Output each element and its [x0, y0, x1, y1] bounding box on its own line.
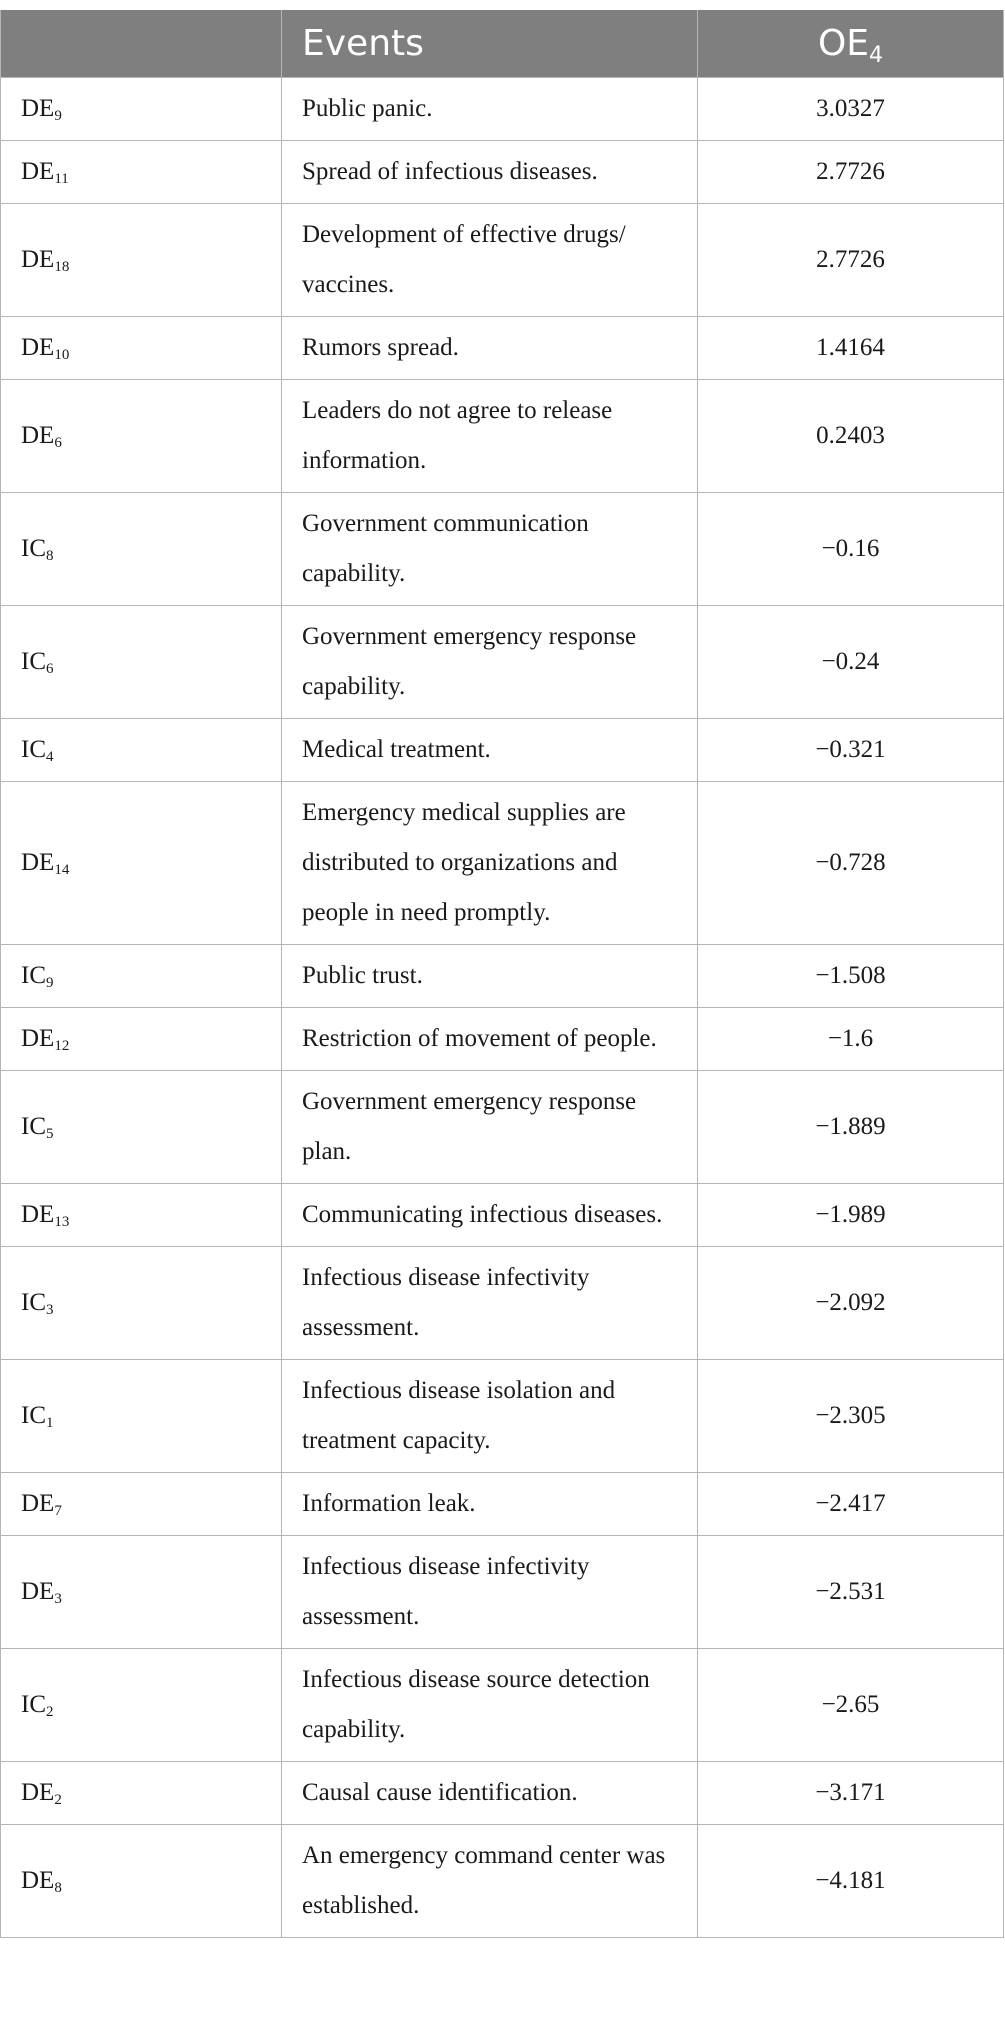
row-value-cell: −0.728 [698, 782, 1004, 945]
row-event-cell: Infectious disease infectivity assessment. [282, 1247, 698, 1360]
table-row [1, 1825, 1004, 1938]
table-row [1, 493, 1004, 606]
row-id-subscript: 9 [54, 108, 62, 124]
row-id-cell [1, 1071, 282, 1184]
table-row [1, 1473, 1004, 1536]
row-id-subscript: 12 [54, 1038, 70, 1054]
row-id-cell [1, 204, 282, 317]
row-value-cell: −0.16 [698, 493, 1004, 606]
row-id-cell [1, 1762, 282, 1825]
table-body [1, 78, 1004, 1938]
row-event-cell: Restriction of movement of people. [282, 1008, 698, 1071]
row-id-subscript: 2 [54, 1792, 62, 1808]
row-id-prefix: DE [21, 334, 55, 361]
row-event-cell: Infectious disease source detection capability. [282, 1649, 698, 1762]
row-id-cell [1, 1649, 282, 1762]
row-id-subscript: 18 [54, 259, 70, 275]
row-id-subscript: 13 [54, 1214, 70, 1230]
row-id-prefix: IC [21, 1289, 46, 1316]
row-id-prefix: DE [21, 422, 55, 449]
row-id-subscript: 1 [46, 1415, 54, 1431]
row-id-subscript: 7 [54, 1503, 62, 1519]
row-event-cell: Development of effective drugs/ vaccines. [282, 204, 698, 317]
row-id-prefix: IC [21, 1691, 46, 1718]
row-id-prefix: IC [21, 1402, 46, 1429]
table-row [1, 1649, 1004, 1762]
header-oe-base: OE [817, 23, 870, 64]
events-table-container [0, 10, 1003, 1938]
table-row [1, 606, 1004, 719]
row-value-cell: −2.65 [698, 1649, 1004, 1762]
table-row [1, 1536, 1004, 1649]
row-id-cell [1, 1825, 282, 1938]
row-event-cell: Spread of infectious diseases. [282, 141, 698, 204]
table-row [1, 317, 1004, 380]
row-event-cell: Government emergency response plan. [282, 1071, 698, 1184]
row-event-cell: Communicating infectious diseases. [282, 1184, 698, 1247]
table-row [1, 1071, 1004, 1184]
table-row [1, 719, 1004, 782]
row-id-cell [1, 317, 282, 380]
row-id-prefix: IC [21, 648, 46, 675]
row-value-cell: −0.24 [698, 606, 1004, 719]
table-row [1, 204, 1004, 317]
table-row [1, 78, 1004, 141]
row-id-subscript: 6 [54, 435, 62, 451]
row-id-prefix: IC [21, 535, 46, 562]
row-id-subscript: 5 [46, 1126, 54, 1142]
row-value-cell: −2.305 [698, 1360, 1004, 1473]
row-id-cell [1, 1536, 282, 1649]
header-id [1, 10, 282, 78]
header-oe4 [698, 10, 1004, 78]
row-id-prefix: IC [21, 736, 46, 763]
row-event-cell: Government communication capability. [282, 493, 698, 606]
row-id-prefix: DE [21, 158, 55, 185]
row-id-prefix: DE [21, 1025, 55, 1052]
row-id-cell [1, 945, 282, 1008]
row-value-cell: 2.7726 [698, 204, 1004, 317]
row-id-cell [1, 782, 282, 945]
row-id-cell [1, 380, 282, 493]
table-row [1, 945, 1004, 1008]
row-id-subscript: 2 [46, 1704, 54, 1720]
row-value-cell: −3.171 [698, 1762, 1004, 1825]
row-id-prefix: DE [21, 849, 55, 876]
row-event-cell: Public panic. [282, 78, 698, 141]
row-value-cell: −1.889 [698, 1071, 1004, 1184]
row-event-cell: Infectious disease infectivity assessment. [282, 1536, 698, 1649]
row-value-cell: −0.321 [698, 719, 1004, 782]
row-id-subscript: 4 [46, 749, 54, 765]
row-id-prefix: DE [21, 1201, 55, 1228]
row-id-prefix: DE [21, 1578, 55, 1605]
row-value-cell: −2.531 [698, 1536, 1004, 1649]
row-id-prefix: IC [21, 1113, 46, 1140]
header-events: Events [282, 10, 698, 78]
row-value-cell: −2.417 [698, 1473, 1004, 1536]
row-value-cell: −1.6 [698, 1008, 1004, 1071]
row-id-prefix: DE [21, 1779, 55, 1806]
row-event-cell: Medical treatment. [282, 719, 698, 782]
row-value-cell: −4.181 [698, 1825, 1004, 1938]
table-row [1, 782, 1004, 945]
table-row [1, 1360, 1004, 1473]
table-row [1, 141, 1004, 204]
row-id-subscript: 3 [54, 1591, 62, 1607]
row-id-subscript: 3 [46, 1302, 54, 1318]
row-id-cell [1, 78, 282, 141]
row-id-cell [1, 1247, 282, 1360]
row-id-cell [1, 1360, 282, 1473]
row-value-cell: −1.989 [698, 1184, 1004, 1247]
row-id-subscript: 8 [46, 548, 54, 564]
row-event-cell: Government emergency response capability. [282, 606, 698, 719]
row-id-cell [1, 493, 282, 606]
table-header-row [1, 10, 1004, 78]
table-row [1, 1008, 1004, 1071]
row-id-cell [1, 1008, 282, 1071]
row-id-prefix: DE [21, 246, 55, 273]
row-id-subscript: 6 [46, 661, 54, 677]
row-event-cell: Rumors spread. [282, 317, 698, 380]
row-id-cell [1, 1184, 282, 1247]
row-event-cell: Emergency medical supplies are distributed to organizations and people in need promptly. [282, 782, 698, 945]
row-id-subscript: 14 [54, 862, 70, 878]
row-id-cell [1, 606, 282, 719]
row-id-subscript: 8 [54, 1880, 62, 1896]
row-value-cell: 0.2403 [698, 380, 1004, 493]
row-event-cell: Infectious disease isolation and treatment capacity. [282, 1360, 698, 1473]
table-row [1, 1247, 1004, 1360]
row-id-cell [1, 1473, 282, 1536]
row-event-cell: Causal cause identification. [282, 1762, 698, 1825]
row-value-cell: 3.0327 [698, 78, 1004, 141]
row-value-cell: 1.4164 [698, 317, 1004, 380]
table-row [1, 380, 1004, 493]
row-event-cell: Leaders do not agree to release information. [282, 380, 698, 493]
row-id-subscript: 9 [46, 975, 54, 991]
row-id-prefix: IC [21, 962, 46, 989]
row-id-prefix: DE [21, 95, 55, 122]
events-table [0, 10, 1004, 1938]
row-event-cell: Information leak. [282, 1473, 698, 1536]
row-value-cell: −2.092 [698, 1247, 1004, 1360]
row-id-cell [1, 719, 282, 782]
row-id-prefix: DE [21, 1490, 55, 1517]
header-oe-subscript: 4 [869, 43, 884, 68]
row-id-prefix: DE [21, 1867, 55, 1894]
row-value-cell: −1.508 [698, 945, 1004, 1008]
row-id-subscript: 10 [54, 347, 70, 363]
row-id-subscript: 11 [54, 171, 69, 187]
row-event-cell: Public trust. [282, 945, 698, 1008]
table-row [1, 1762, 1004, 1825]
row-event-cell: An emergency command center was established. [282, 1825, 698, 1938]
table-row [1, 1184, 1004, 1247]
row-value-cell: 2.7726 [698, 141, 1004, 204]
row-id-cell [1, 141, 282, 204]
